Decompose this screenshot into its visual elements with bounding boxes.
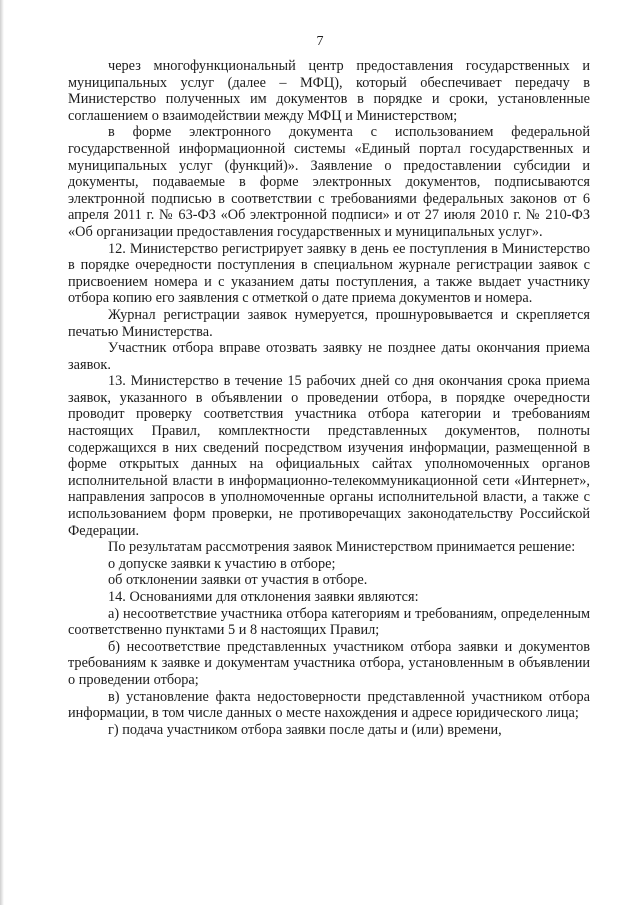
paragraph-ground-a: а) несоответствие участника отбора категориям и требованиям, определенным соответственно пунктами 5 и 8 настоящих Правил; xyxy=(68,605,590,639)
paragraph-withdraw-application: Участник отбора вправе отозвать заявку не позднее даты окончания приема заявок. xyxy=(68,340,590,373)
paragraph-decision-admit: о допуске заявки к участию в отборе; xyxy=(108,555,336,572)
paragraph-electronic-document: в форме электронного документа с использованием федеральной государственной информационной системы «Единый портал государственных и муниципальных услуг (функций)». Заявление о предоставлении субсидии и документы, подаваемые в форме электронных документов, подписываются электронной подписью в соответствии с требованиями федеральных законов от 6 апреля 2011 г. № 63-ФЗ «Об электронной подписи» и от 27 июля 2010 г. № 210-ФЗ «Об организации предоставления государственных и муниципальных услуг». xyxy=(68,124,590,240)
paragraph-ground-b: б) несоответствие представленных участником отбора заявки и документов требованиям к заявке и документам участника отбора, установленным в объявлении о проведении отбора; xyxy=(68,638,590,688)
paragraph-mfc: через многофункциональный центр предоставления государственных и муниципальных услуг (далее – МФЦ), который обеспечивает передачу в Министерство полученных им документов в порядке и сроки, установленные соглашением о взаимодействии между МФЦ и Министерством; xyxy=(68,58,590,124)
paragraph-13-review: 13. Министерство в течение 15 рабочих дней со дня окончания срока приема заявок, указанного в объявлении о проведении отбора, в порядке очередности проводит проверку соответствия участника отбора категории и требованиям настоящих Правил, комплектности представленных документов, полноты содержащихся в них сведений посредством изучения информации, размещенной в форме открытых данных на официальных сайтах уполномоченных органов исполнительной власти в информационно-телекоммуникационной сети «Интернет», направления запросов в уполномоченные органы исполнительной власти, а также с использованием форм проверки, не противоречащих законодательству Российской Федерации. xyxy=(68,373,590,539)
document-body xyxy=(68,58,590,738)
paragraph-journal: Журнал регистрации заявок нумеруется, прошнуровывается и скрепляется печатью Министерства. xyxy=(68,306,590,340)
paragraph-ground-c: в) установление факта недостоверности представленной участником отбора информации, в том числе данных о месте нахождения и адресе юридического лица; xyxy=(68,688,590,722)
paragraph-decision-reject: об отклонении заявки от участия в отборе. xyxy=(108,572,368,589)
page-number: 7 xyxy=(316,34,324,49)
paragraph-decision-intro: По результатам рассмотрения заявок Министерством принимается решение: xyxy=(108,539,576,556)
paragraph-12-registration: 12. Министерство регистрирует заявку в день ее поступления в Министерство в порядке очередности поступления в специальном журнале регистрации заявок с присвоением номера и с указанием даты поступления, а также выдает участнику отбора копию его заявления с отметкой о дате приема документов и номера. xyxy=(68,240,590,307)
scan-edge-shadow xyxy=(0,0,4,905)
paragraph-ground-d: г) подача участником отбора заявки после даты и (или) времени, xyxy=(108,721,502,738)
paragraph-14-grounds: 14. Основаниями для отклонения заявки являются: xyxy=(108,589,419,605)
